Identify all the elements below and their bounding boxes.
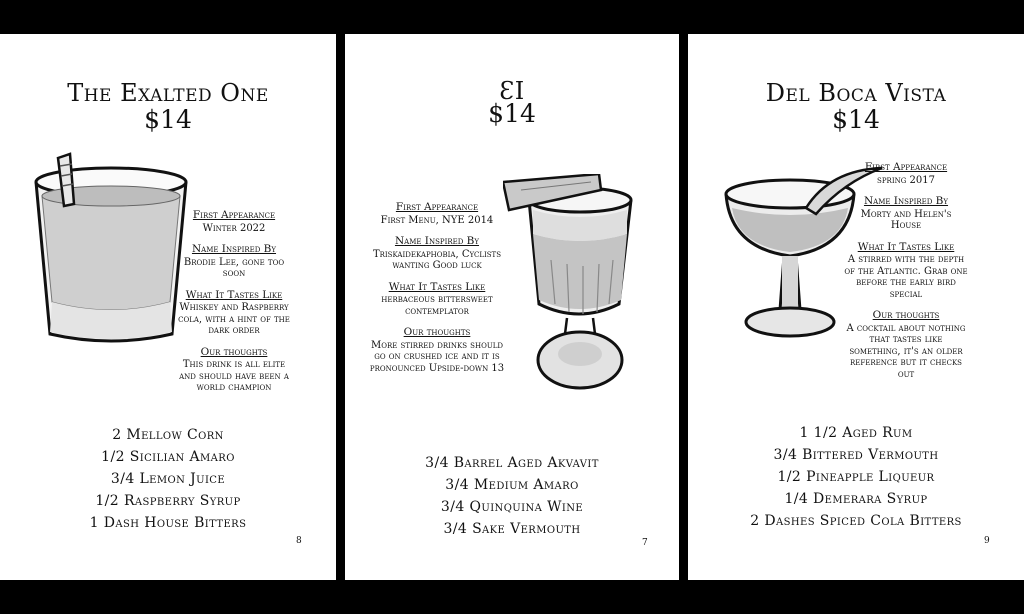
ingredient-item: 3/4 Medium Amaro (445, 477, 579, 493)
note-body: More stirred drinks should go on crushed ice and it is pronounced Upside-down 13 (369, 339, 505, 374)
note-heading: First Appearance (864, 161, 948, 173)
note-body: A cocktail about nothing that tastes like something, it's an older reference but it checks out (846, 322, 966, 380)
ingredient-list (345, 452, 679, 540)
note-heading: Name Inspired By (863, 195, 949, 207)
cocktail-price: $14 (832, 105, 880, 134)
ingredient-list (0, 424, 336, 534)
note-body: A stirred with the depth of the Atlantic. Grab one before the early bird special (844, 254, 968, 300)
ingredient-item: 3/4 Barrel Aged Akvavit (425, 455, 599, 471)
ingredient-item: 1 1/2 Aged Rum (799, 425, 913, 441)
cocktail-price: $14 (144, 105, 192, 134)
ingredient-item: 1/4 Demerara Syrup (784, 491, 928, 507)
cocktail-notes (176, 210, 292, 394)
cocktail-title: ƐI (499, 77, 525, 105)
cocktail-notes (844, 162, 968, 380)
menu-page-13 (345, 34, 679, 580)
cocktail-title: Del Boca Vista (765, 79, 947, 107)
ingredient-item: 1 Dash House Bitters (89, 515, 247, 531)
ingredient-item: 3/4 Quinquina Wine (440, 499, 584, 515)
note-body: Winter 2022 (202, 222, 266, 234)
page-number: 7 (642, 538, 648, 548)
note-body: Whiskey and Raspberry cola, with a hint of the dark order (178, 302, 290, 336)
rocks-glass-illustration (28, 152, 194, 352)
note-heading: Our thoughts (403, 326, 471, 338)
note-heading: Our thoughts (200, 345, 268, 358)
note-heading: First Appearance (192, 209, 276, 221)
note-body: Triskaidekaphobia, Cyclists wanting Good luck (372, 248, 502, 271)
ingredient-item: 1/2 Raspberry Syrup (95, 493, 241, 509)
note-heading: What It Tastes Like (185, 288, 283, 301)
note-body: herbaceous bittersweet contemplator (381, 294, 493, 317)
ingredient-item: 3/4 Sake Vermouth (443, 521, 581, 537)
menu-page-del-boca-vista (688, 34, 1024, 580)
ingredient-item: 3/4 Lemon Juice (110, 471, 226, 487)
cocktail-price: $14 (488, 99, 536, 128)
note-body: First Menu, NYE 2014 (380, 214, 494, 226)
cocktail-notes (365, 202, 509, 374)
ingredient-item: 2 Mellow Corn (112, 427, 224, 443)
note-heading: First Appearance (395, 201, 479, 213)
note-body: Morty and Helen's House (860, 208, 952, 231)
page-number: 8 (296, 536, 302, 546)
menu-page-exalted-one (0, 34, 336, 580)
note-body: spring 2017 (877, 174, 935, 186)
note-heading: What It Tastes Like (388, 280, 486, 293)
note-body: This drink is all elite and should have been a world champion (179, 359, 289, 393)
cocktail-title: The Exalted One (67, 79, 269, 107)
footed-glass-illustration (503, 174, 655, 392)
ingredient-list (688, 422, 1024, 532)
note-heading: Our thoughts (872, 309, 940, 321)
note-heading: What It Tastes Like (857, 240, 955, 253)
note-heading: Name Inspired By (191, 243, 277, 255)
note-body: Brodie Lee, gone too soon (183, 256, 285, 279)
ingredient-item: 2 Dashes Spiced Cola Bitters (750, 513, 962, 529)
ingredient-item: 1/2 Pineapple Liqueur (777, 469, 935, 485)
ingredient-item: 3/4 Bittered Vermouth (773, 447, 939, 463)
note-heading: Name Inspired By (394, 235, 480, 247)
ingredient-item: 1/2 Sicilian Amaro (101, 449, 235, 465)
page-number: 9 (984, 536, 990, 546)
